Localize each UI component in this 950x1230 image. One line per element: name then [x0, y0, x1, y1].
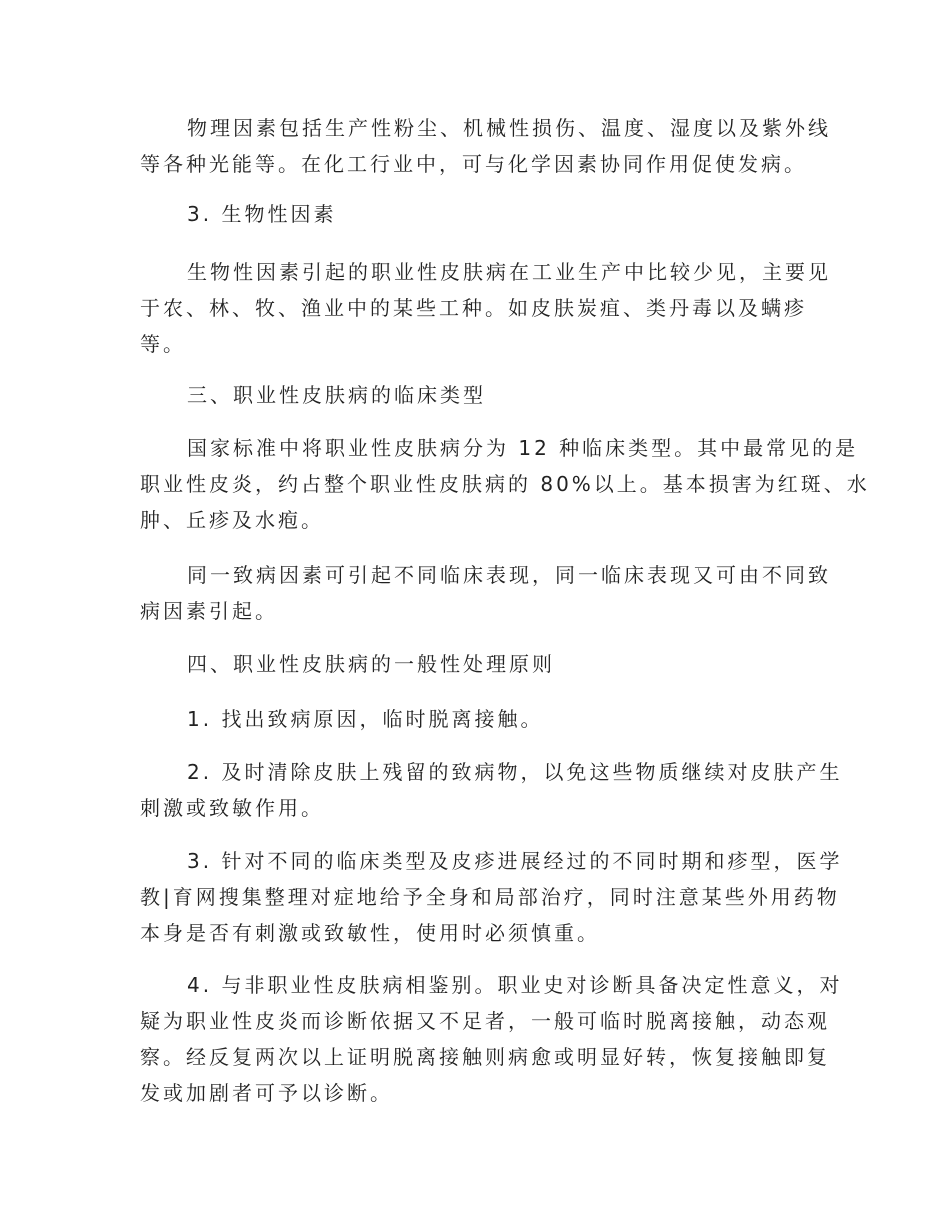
text-line: 教|育网搜集整理对症地给予全身和局部治疗，同时注意某些外用药物: [140, 885, 840, 909]
text-line: 等。: [140, 332, 186, 356]
text-line: 发或加剧者可予以诊断。: [140, 1081, 393, 1105]
text-line: 肿、丘疹及水疱。: [140, 508, 324, 532]
text-line: 生物性因素引起的职业性皮肤病在工业生产中比较少见，主要见: [187, 260, 831, 284]
text-line: 3. 针对不同的临床类型及皮疹进展经过的不同时期和疹型，医学: [187, 849, 843, 873]
text-line: 察。经反复两次以上证明脱离接触则病愈或明显好转，恢复接触即复: [140, 1045, 830, 1069]
text-line: 本身是否有刺激或致敏性，使用时必须慎重。: [140, 921, 600, 945]
text-line: 1. 找出致病原因，临时脱离接触。: [187, 707, 544, 731]
text-line: 同一致病因素可引起不同临床表现，同一临床表现又可由不同致: [187, 563, 831, 587]
text-line: 于农、林、牧、渔业中的某些工种。如皮肤炭疽、类丹毒以及螨疹: [140, 296, 807, 320]
text-line: 疑为职业性皮炎而诊断依据又不足者，一般可临时脱离接触，动态观: [140, 1009, 830, 1033]
text-line: 刺激或致敏作用。: [140, 796, 324, 820]
text-line: 2. 及时清除皮肤上残留的致病物，以免这些物质继续对皮肤产生: [187, 760, 843, 784]
text-line: 职业性皮炎，约占整个职业性皮肤病的 80%以上。基本损害为红斑、水: [140, 472, 870, 496]
text-line: 4. 与非职业性皮肤病相鉴别。职业史对诊断具备决定性意义，对: [187, 973, 843, 997]
text-line: 物理因素包括生产性粉尘、机械性损伤、温度、湿度以及紫外线: [187, 116, 831, 140]
text-line: 等各种光能等。在化工行业中，可与化学因素协同作用促使发病。: [140, 152, 807, 176]
section-heading: 3. 生物性因素: [187, 202, 337, 226]
section-heading: 三、职业性皮肤病的临床类型: [187, 383, 486, 407]
section-heading: 四、职业性皮肤病的一般性处理原则: [187, 652, 555, 676]
text-line: 国家标准中将职业性皮肤病分为 12 种临床类型。其中最常见的是: [187, 436, 859, 460]
text-line: 病因素引起。: [140, 599, 278, 623]
